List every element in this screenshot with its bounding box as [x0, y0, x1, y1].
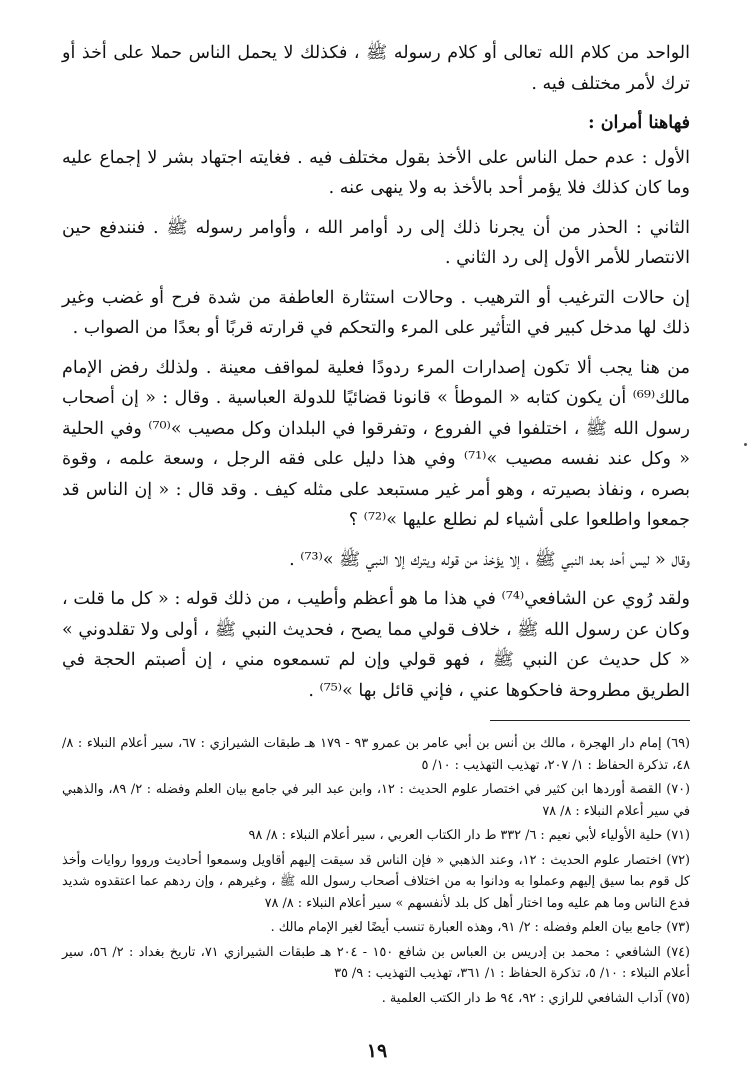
paragraph-second-point: الثاني : الحذر من أن يجرنا ذلك إلى رد أوامر الله ، وأوامر رسوله ﷺ . فنندفع حين الانتصار للأمر الأول إلى رد الثاني . — [62, 217, 690, 268]
footnote: (٧٢) اختصار علوم الحديث : ١٢، وعند الذهبي « فإن الناس قد سيقت إليهم أقاويل وسمعوا أحاديث ورووا روايات وأخذ كل قوم بما سيق إليهم وعملوا به ودانوا به من اختلاف أصحاب رسول الله ﷺ ، وغيرهم ، وإن ردهم عما اعتقدوه شديد فدع الناس وما هم عليه وما اختار أهل كل بلد لأنفسهم » سير أعلام النبلاء : ٨/ ٧٨ — [62, 852, 690, 911]
footnote: (٧٥) آداب الشافعي للرازي : ٩٢، ٩٤ ط دار الكتب العلمية . — [381, 990, 690, 1006]
footnote: (٧٠) القصة أوردها ابن كثير في اختصار علوم الحديث : ١٢، وابن عبد البر في جامع بيان العلم وفضله : ٢/ ٨٩، والذهبي في سير أعلام النبلاء : ٨/ ٧٨ — [62, 782, 690, 819]
main-text — [62, 38, 690, 706]
page-number: ١٩ — [366, 1040, 388, 1062]
paragraph-malik-quote: وقال « ليس أحد بعد النبي ﷺ ، إلا يؤخذ من قوله ويترك إلا النبي ﷺ »⁽⁷³⁾ . — [289, 549, 690, 570]
footnote: (٦٩) إمام دار الهجرة ، مالك بن أنس بن أبي عامر بن عمرو ٩٣ - ١٧٩ هـ طبقات الشيرازي : ٦٧، سير أعلام النبلاء : ٨/ ٤٨، تذكرة الحفاظ : ١/ ٢٠٧، تهذيب التهذيب : ١٠/ ٥ — [62, 736, 690, 773]
paragraph-emotions: إن حالات الترغيب أو الترهيب . وحالات استثارة العاطفة من شدة فرح أو غضب وغير ذلك لها مدخل كبير في التأثير على المرء والتحكم في قرارته قربًا أو بعدًا من الصواب . — [62, 287, 690, 338]
scan-speck — [744, 443, 747, 446]
footnote: (٧٣) جامع بيان العلم وفضله : ٢/ ٩١، وهذه العبارة تنسب أيضًا لغير الإمام مالك . — [270, 920, 690, 935]
footnotes — [62, 733, 690, 1009]
footnote: (٧٤) الشافعي : محمد بن إدريس بن العباس بن شافع ١٥٠ - ٢٠٤ هـ طبقات الشيرازي ٧١، تاريخ بغداد : ٢/ ٥٦، سير أعلام النبلاء : ١٠/ ٥، تذكرة الحفاظ : ١/ ٣٦١، تهذيب التهذيب : ٩/ ٣٥ — [62, 944, 691, 981]
paragraph-first-point: الأول : عدم حمل الناس على الأخذ بقول مختلف فيه . فغايته اجتهاد بشر لا إجماع عليه وما كان كذلك فلا يؤمر أحد بالأخذ به ولا ينهى عنه . — [62, 147, 690, 198]
paragraph-shafii: ولقد رُوي عن الشافعي⁽⁷⁴⁾ في هذا ما هو أعظم وأطيب ، من ذلك قوله : « كل ما قلت ، وكان عن رسول الله ﷺ ، خلاف قولي مما يصح ، فحديث النبي ﷺ ، أولى ولا تقلدوني » « كل حديث عن النبي ﷺ ، فهو قولي وإن لم تسمعوه مني ، إن أصبتم الحجة في الطريق مطروحة فاحكوها عني ، فإني قائل بها »⁽⁷⁵⁾ . — [62, 589, 690, 701]
section-heading: فهاهنا أمران : — [588, 113, 690, 133]
footnote: (٧١) حلية الأولياء لأبي نعيم : ٦/ ٣٣٢ ط دار الكتاب العربي ، سير أعلام النبلاء : ٨/ ٩٨ — [248, 828, 690, 843]
paragraph-continuation: الواحد من كلام الله تعالى أو كلام رسوله ﷺ ، فكذلك لا يحمل الناس حملا على أخذ أو ترك لأمر مختلف فيه . — [62, 43, 690, 94]
paragraph-malik: من هنا يجب ألا تكون إصدارات المرء ردودًا فعلية لمواقف معينة . ولذلك رفض الإمام مالك⁽⁶⁹⁾ أن يكون كتابه « الموطأ » قانونا قضائيًا للدولة العباسية . وقال : « إن أصحاب رسول الله ﷺ ، اختلفوا في الفروع ، وتفرقوا في البلدان وكل مصيب »⁽⁷⁰⁾ وفي الحلية « وكل عند نفسه مصيب »⁽⁷¹⁾ وفي هذا دليل على فقه الرجل ، وسعة علمه ، وقوة بصره ، ونفاذ بصيرته ، وهو أمر غير مستبعد على مثله كيف . وقد قال : « إن الناس قد جمعوا واطلعوا على أشياء لم نطلع عليها »⁽⁷²⁾ ؟ — [62, 357, 690, 530]
footnote-divider — [490, 720, 690, 721]
